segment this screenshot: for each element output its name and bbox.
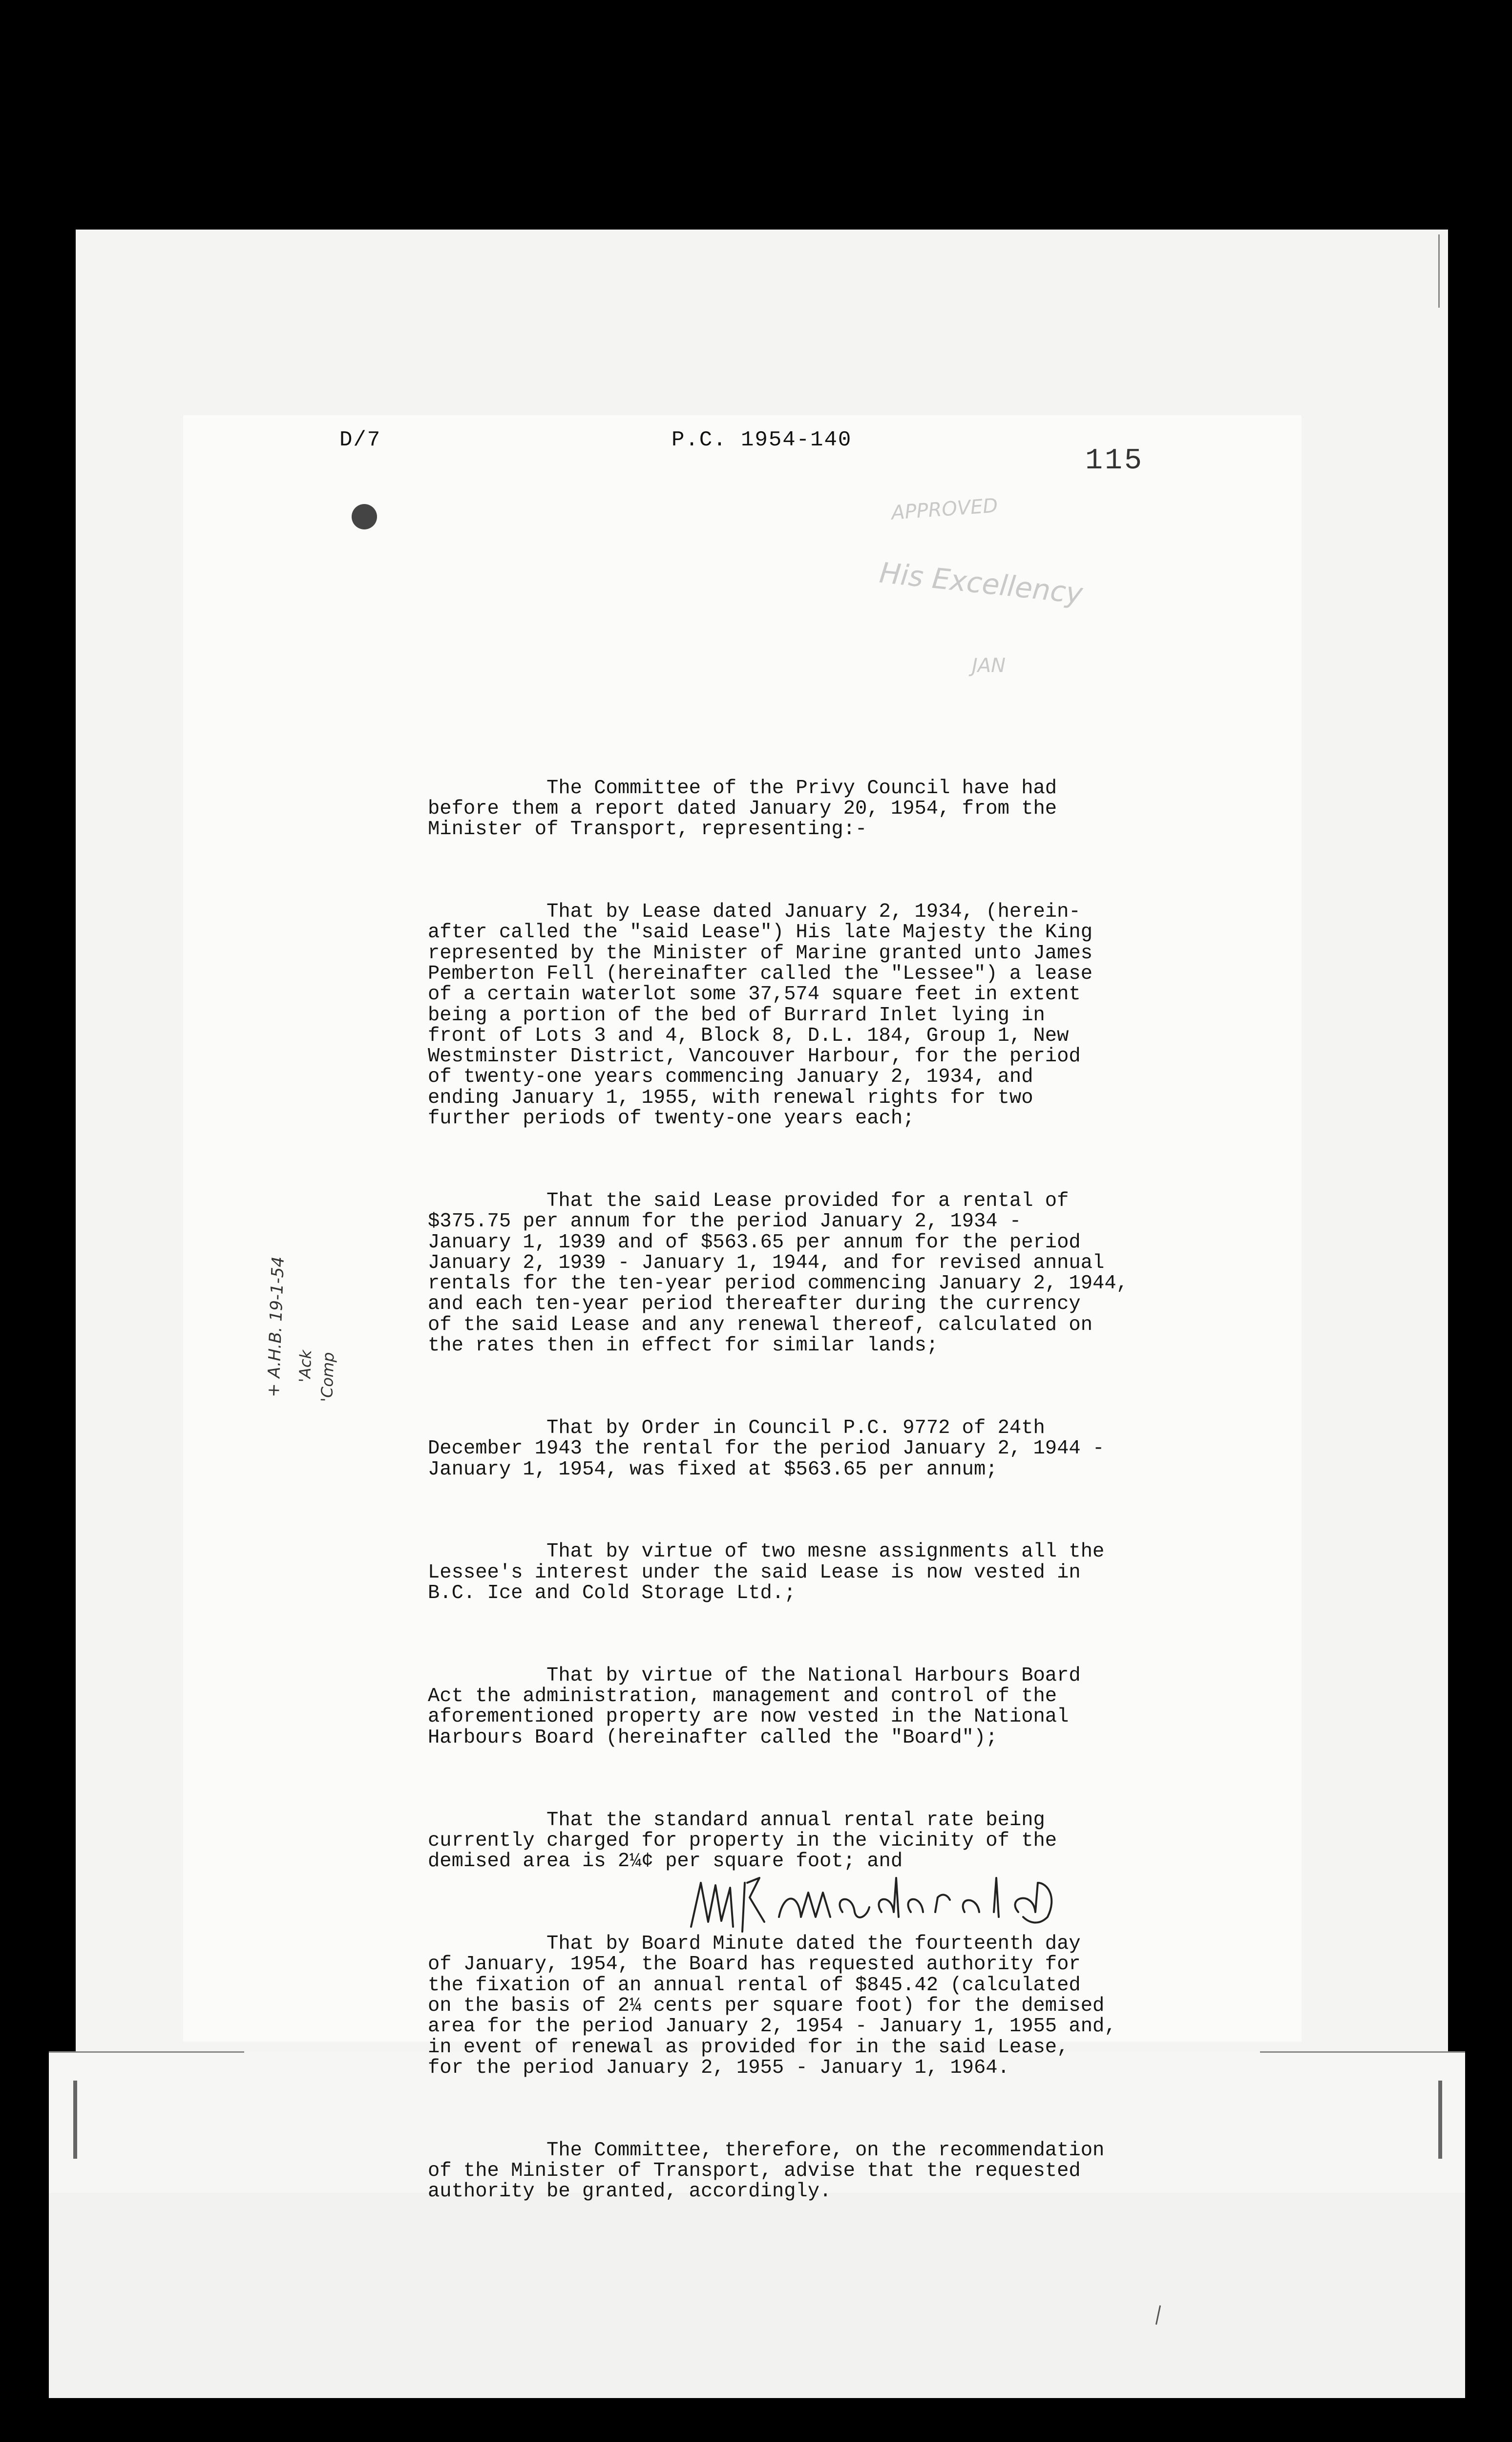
margin-note-line3: 'Comp	[317, 1351, 338, 1403]
paragraph: The Committee of the Privy Council have had before them a report dated January 20, 1954, from the Minister of Transport, representing:-	[428, 777, 1057, 841]
paragraph: That by Order in Council P.C. 9772 of 24th December 1943 the rental for the period January 2, 1944 - January 1, 1954, was fixed at $563.65 per annum;	[428, 1416, 1105, 1481]
approval-stamp-line1: APPROVED	[890, 494, 999, 525]
margin-note-line1: + A.H.B. 19-1-54	[264, 1256, 289, 1398]
signature	[686, 1863, 1082, 1937]
paragraph: That by Board Minute dated the fourteenth day of January, 1954, the Board has requested authority for the fixation of an annual rental of $845.42 (calculated on the basis of 2¼ cents per square foot) for the demised area for the period January 2, 1954 - January 1, 1955 and, in event of renewal as provided for in the said Lease, for the period January 2, 1955 - January 1, 1964.	[428, 1933, 1116, 2079]
page-edge-line	[1438, 2081, 1442, 2159]
margin-note-line2: 'Ack	[295, 1349, 315, 1383]
approval-stamp-line3: JAN	[972, 654, 1006, 677]
approval-stamp-line2: His Excellency	[878, 556, 1085, 610]
paragraph: That by virtue of two mesne assignments all the Lessee's interest under the said Lease is now vested in B.C. Ice and Cold Storage Ltd.;	[428, 1540, 1105, 1604]
page-edge-line	[1260, 2051, 1465, 2053]
page-edge-line	[73, 2081, 77, 2159]
order-number: P.C. 1954-140	[672, 428, 852, 452]
paragraph: That by virtue of the National Harbours Board Act the administration, management and control of the aforementioned property are now vested in the National Harbours Board (hereinafter called the "Board");	[428, 1664, 1081, 1749]
file-reference: D/7	[339, 428, 381, 452]
order-body	[428, 737, 1258, 2243]
page-edge-line	[49, 2051, 244, 2053]
paragraph: That the said Lease provided for a rental of $375.75 per annum for the period January 2, 1934 - January 1, 1939 and of $563.65 per annum for the period January 2, 1939 - January 1, 1944, and for revised annual rentals for the ten-year period commencing January 2, 1944, and each ten-year period thereafter during the currency of the said Lease and any renewal thereof, calculated on the rates then in effect for similar lands;	[428, 1189, 1128, 1357]
page-number: 115	[1085, 444, 1144, 478]
paragraph: The Committee, therefore, on the recommendation of the Minister of Transport, advise that the requested authority be granted, accordingly.	[428, 2139, 1105, 2203]
paragraph: That by Lease dated January 2, 1934, (herein- after called the "said Lease") His late Majesty the King represented by the Minister of Marine granted unto James Pemberton Fell (hereinafter called the "Lessee") a lease of a certain waterlot some 37,574 square feet in extent being a portion of the bed of Burrard Inlet lying in front of Lots 3 and 4, Block 8, D.L. 184, Group 1, New Westminster District, Vancouver Harbour, for the period of twenty-one years commencing January 2, 1934, and ending January 1, 1955, with renewal rights for two further periods of twenty-one years each;	[428, 901, 1093, 1130]
paragraph: That the standard annual rental rate being currently charged for property in the vicinity of the demised area is 2¼¢ per square foot; and	[428, 1809, 1057, 1873]
page-edge-line	[1438, 234, 1440, 308]
punch-hole	[352, 504, 377, 529]
